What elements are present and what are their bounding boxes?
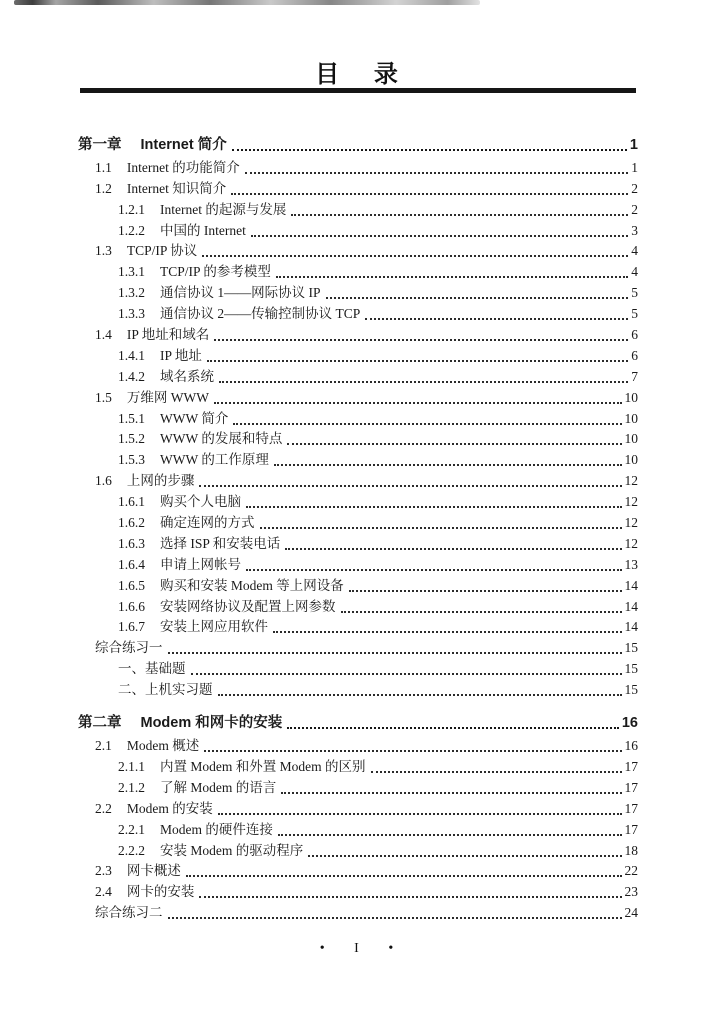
toc-entry-number: 1.5.1 (118, 410, 145, 426)
toc-entry-row (78, 344, 638, 365)
toc-entry-title: 安装 Modem 的驱动程序 (160, 842, 304, 858)
toc-entry-title: Modem 的硬件连接 (160, 821, 273, 837)
toc-entry-title: Internet 的起源与发展 (160, 201, 287, 217)
toc-entry-number: 1.2.1 (118, 201, 145, 217)
toc-dot-leader (233, 423, 621, 425)
toc-chapter-row (78, 708, 638, 732)
toc-entry-row (78, 469, 638, 490)
toc-entry-number: 1.6.6 (118, 598, 145, 614)
toc-dot-leader (231, 193, 628, 195)
toc-entry-number: 2.1.1 (118, 758, 145, 774)
toc-chapter-row (78, 130, 638, 154)
toc-entry-number: 1.6 (95, 473, 112, 489)
toc-entry-title: 选择 ISP 和安装电话 (160, 535, 281, 551)
toc-entry-title: 上网的步骤 (126, 473, 195, 489)
toc-entry-number: 1.3 (95, 243, 112, 259)
toc-page-number: 23 (624, 884, 638, 900)
toc-entry-row (78, 776, 638, 797)
toc-page-number: 17 (624, 758, 638, 774)
toc-entry-title: 内置 Modem 和外置 Modem 的区别 (160, 758, 366, 774)
toc-page-number: 1 (631, 159, 638, 175)
toc-page-number: 17 (624, 800, 638, 816)
toc-dot-leader (219, 381, 628, 383)
toc-entry-number: 1.4 (95, 327, 112, 343)
toc-entry-row (78, 755, 638, 776)
toc-entry-row (78, 657, 638, 678)
toc-entry-title: 万维网 WWW (126, 389, 209, 405)
toc-entry-number: 2.1.2 (118, 779, 145, 795)
toc-page-number: 14 (624, 619, 638, 635)
toc-page-number: 2 (631, 180, 638, 196)
toc-entry-title: 安装网络协议及配置上网参数 (160, 598, 336, 614)
toc-entry-title: 综合练习一 (95, 640, 163, 656)
toc-entry-row (78, 553, 638, 574)
toc-entry-title: 确定连网的方式 (160, 515, 255, 531)
title-rule (80, 88, 636, 93)
toc-dot-leader (245, 172, 629, 174)
toc-dot-leader (202, 255, 628, 257)
toc-dot-leader (273, 631, 622, 633)
toc-page-number: 14 (624, 598, 638, 614)
toc-entry-title: 综合练习二 (95, 905, 163, 921)
toc-dot-leader (285, 548, 621, 550)
toc-entry-title: 二、上机实习题 (118, 682, 213, 698)
toc-dot-leader (246, 506, 622, 508)
toc-entry-row (78, 428, 638, 449)
toc-entry-title: 了解 Modem 的语言 (160, 779, 277, 795)
toc-page-number: 15 (624, 661, 638, 677)
toc-entry-row (78, 616, 638, 637)
toc-entry-row (78, 448, 638, 469)
toc-entry-number: 1.6.4 (118, 556, 145, 572)
toc-entry-title: Modem 和网卡的安装 (140, 715, 283, 732)
toc-dot-leader (186, 875, 622, 877)
toc-page-number: 18 (624, 842, 638, 858)
toc-dot-leader (349, 590, 622, 592)
toc-dot-leader (371, 771, 622, 773)
toc-entry-title: IP 地址和域名 (126, 327, 210, 343)
toc-dot-leader (291, 214, 628, 216)
toc-entry-title: 购买个人电脑 (160, 494, 241, 510)
toc-entry-number: 1.2 (95, 180, 112, 196)
toc-entry-row (78, 240, 638, 261)
toc-dot-leader (191, 673, 622, 675)
toc-dot-leader (276, 276, 628, 278)
toc-entry-row (78, 574, 638, 595)
toc-entry-title: 通信协议 1——网际协议 IP (160, 285, 321, 301)
toc-dot-leader (287, 443, 621, 445)
toc-dot-leader (287, 727, 619, 729)
toc-entry-number: 2.2.1 (118, 821, 145, 837)
toc-entry-title: Internet 简介 (140, 137, 227, 153)
toc-page-number: 24 (624, 905, 638, 921)
toc-page-number: 6 (631, 327, 638, 343)
toc-entry-row (78, 281, 638, 302)
toc-entry-number: 1.6.1 (118, 494, 145, 510)
toc-page-number: 15 (624, 640, 638, 656)
toc-entry-title: 通信协议 2——传输控制协议 TCP (160, 306, 361, 322)
toc-entry-number: 1.1 (95, 159, 112, 175)
toc-page-number: 10 (624, 431, 638, 447)
toc-entry-row (78, 302, 638, 323)
toc-page-number: 12 (624, 535, 638, 551)
footer-page-number: • I • (319, 941, 407, 956)
toc-entry-row (78, 386, 638, 407)
toc-dot-leader (278, 834, 622, 836)
toc-page-number: 4 (631, 264, 638, 280)
toc-entry-title: Modem 的安装 (126, 800, 213, 816)
toc-entry-number: 2.4 (95, 884, 112, 900)
toc-entry-number: 1.6.3 (118, 535, 145, 551)
toc-entry-title: WWW 的发展和特点 (160, 431, 283, 447)
toc-entry-number: 1.3.3 (118, 306, 145, 322)
toc-entry-number: 1.5 (95, 389, 112, 405)
toc-dot-leader (281, 792, 621, 794)
toc-dot-leader (308, 855, 621, 857)
toc-entry-title: WWW 的工作原理 (160, 452, 269, 468)
toc-entry-row (78, 407, 638, 428)
toc-entry-title: 网卡概述 (126, 863, 181, 879)
toc-dot-leader (251, 235, 628, 237)
toc-entry-row (78, 839, 638, 860)
toc-entry-number: 1.3.1 (118, 264, 145, 280)
toc-entry-title: 购买和安装 Modem 等上网设备 (160, 577, 344, 593)
toc-dot-leader (199, 896, 621, 898)
toc-page-number: 10 (624, 452, 638, 468)
toc-entry-title: 安装上网应用软件 (160, 619, 268, 635)
toc-entry-number: 1.5.2 (118, 431, 145, 447)
toc-dot-leader (168, 917, 622, 919)
toc-dot-leader (207, 360, 628, 362)
toc-entry-row (78, 260, 638, 281)
toc-entry-title: Internet 知识简介 (126, 180, 227, 196)
toc-entry-row (78, 595, 638, 616)
toc-entry-title: 一、基础题 (118, 661, 186, 677)
toc-page-number: 2 (631, 201, 638, 217)
toc-entry-row (78, 198, 638, 219)
toc-entry-number: 2.2.2 (118, 842, 145, 858)
toc-entry-row (78, 880, 638, 901)
toc-page-number: 15 (624, 682, 638, 698)
toc-entry-row (78, 797, 638, 818)
scan-artifact (14, 0, 480, 5)
toc-page-number: 3 (631, 222, 638, 238)
toc-entry-number: 1.2.2 (118, 222, 145, 238)
toc-entry-row (78, 490, 638, 511)
toc-entry-row (78, 734, 638, 755)
toc-entry-number: 1.3.2 (118, 285, 145, 301)
page-title: 目 录 (315, 61, 412, 88)
toc-page-number: 16 (624, 738, 638, 754)
toc-entry-row (78, 532, 638, 553)
toc-dot-leader (232, 149, 627, 151)
toc-dot-leader (260, 527, 622, 529)
toc-page-number: 14 (624, 577, 638, 593)
toc-dot-leader (365, 318, 628, 320)
toc-entry-number: 2.1 (95, 738, 112, 754)
toc-page-number: 4 (631, 243, 638, 259)
toc-page-number: 16 (621, 715, 638, 732)
toc-entry-title: WWW 简介 (160, 410, 229, 426)
toc-page-number: 10 (624, 389, 638, 405)
toc-entry-title: 网卡的安装 (126, 884, 195, 900)
toc-entry-number: 1.6.5 (118, 577, 145, 593)
toc-dot-leader (274, 464, 622, 466)
toc-page-number: 5 (631, 306, 638, 322)
toc-entry-row (78, 860, 638, 881)
toc-entry-title: Internet 的功能简介 (126, 159, 240, 175)
toc-page-number: 12 (624, 494, 638, 510)
toc-entry-number: 第一章 (78, 137, 122, 153)
toc-page-number: 22 (624, 863, 638, 879)
toc-entry-row (78, 901, 638, 922)
toc-dot-leader (341, 611, 622, 613)
toc-page-number: 1 (629, 137, 638, 153)
toc-entry-row (78, 511, 638, 532)
toc-entry-number: 2.3 (95, 863, 112, 879)
toc-entry-title: TCP/IP 协议 (126, 243, 198, 259)
toc-dot-leader (214, 339, 628, 341)
toc-entry-title: 中国的 Internet (160, 222, 246, 238)
toc-entry-number: 1.4.1 (118, 347, 145, 363)
toc-entry-row (78, 818, 638, 839)
toc-page-number: 17 (624, 779, 638, 795)
toc-page-number: 12 (624, 515, 638, 531)
toc-entry-number: 1.4.2 (118, 368, 145, 384)
toc-list (78, 121, 638, 922)
toc-dot-leader (218, 694, 622, 696)
toc-entry-number: 1.6.7 (118, 619, 145, 635)
toc-dot-leader (326, 297, 629, 299)
toc-page-number: 17 (624, 821, 638, 837)
toc-entry-row (78, 636, 638, 657)
toc-entry-number: 1.6.2 (118, 515, 145, 531)
toc-page-number: 12 (624, 473, 638, 489)
toc-entry-title: IP 地址 (160, 347, 202, 363)
toc-entry-row (78, 323, 638, 344)
toc-page-number: 7 (631, 368, 638, 384)
toc-dot-leader (199, 485, 621, 487)
toc-dot-leader (214, 402, 622, 404)
toc-dot-leader (246, 569, 622, 571)
toc-entry-row (78, 219, 638, 240)
toc-page-number: 10 (624, 410, 638, 426)
toc-entry-number: 2.2 (95, 800, 112, 816)
toc-page-number: 5 (631, 285, 638, 301)
toc-entry-row (78, 678, 638, 699)
toc-entry-number: 1.5.3 (118, 452, 145, 468)
toc-dot-leader (218, 813, 622, 815)
toc-entry-row (78, 177, 638, 198)
toc-entry-title: 申请上网帐号 (160, 556, 241, 572)
toc-entry-title: TCP/IP 的参考模型 (160, 264, 271, 280)
toc-dot-leader (168, 652, 622, 654)
toc-page-number: 6 (631, 347, 638, 363)
toc-entry-title: 域名系统 (160, 368, 214, 384)
toc-entry-number: 第二章 (78, 715, 122, 732)
toc-dot-leader (204, 750, 621, 752)
toc-entry-row (78, 365, 638, 386)
toc-entry-row (78, 156, 638, 177)
toc-entry-title: Modem 概述 (126, 738, 200, 754)
toc-page-number: 13 (624, 556, 638, 572)
